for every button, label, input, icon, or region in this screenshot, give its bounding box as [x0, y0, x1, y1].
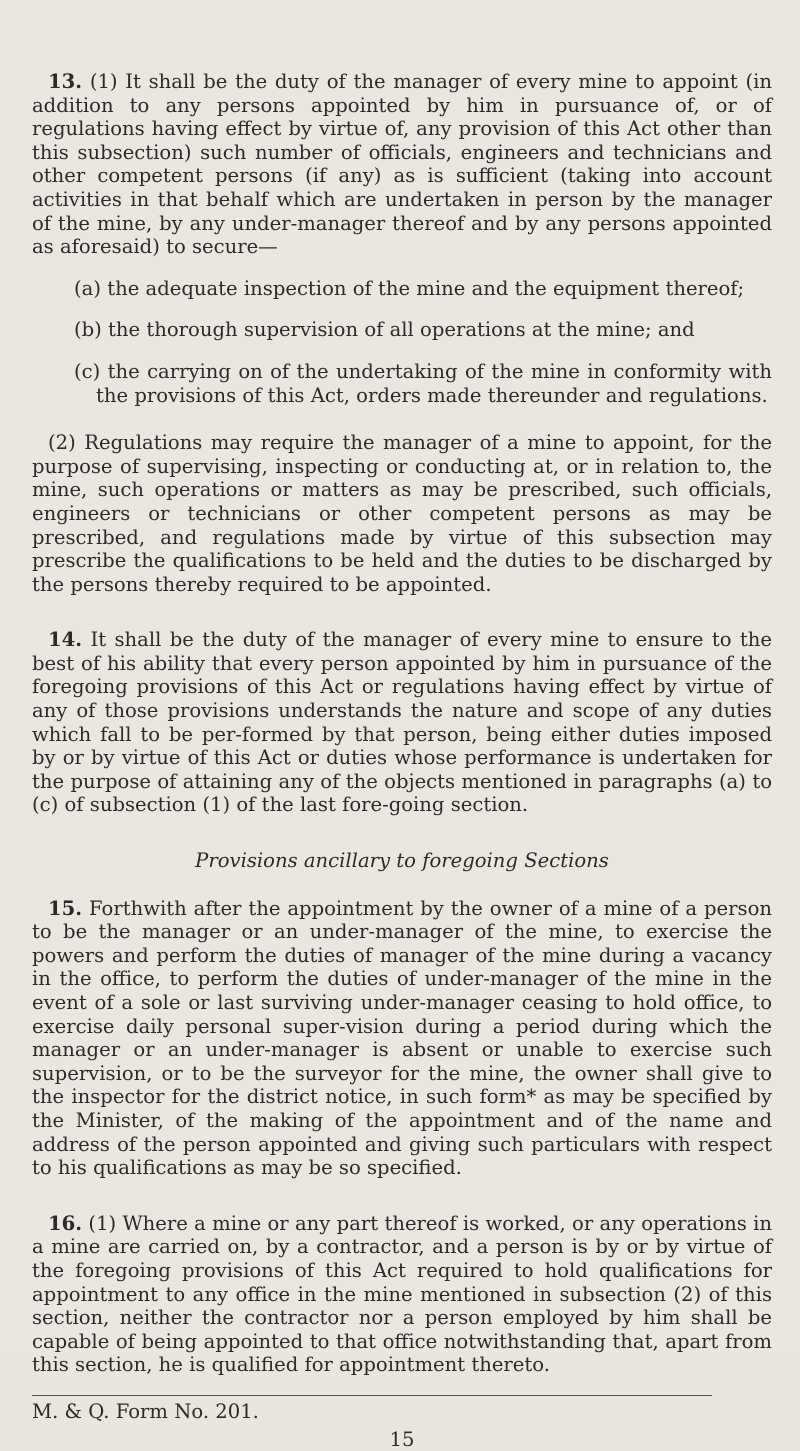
section-14-number: 14. — [48, 628, 82, 651]
section-14 — [32, 628, 772, 817]
section-13-para-1 — [32, 70, 772, 259]
section-15 — [32, 897, 772, 1180]
section-13-item-c: (c) the carrying on of the undertaking of the mine in conformity with the provisions of this Act, orders made thereunder and regulations. — [32, 360, 772, 407]
section-15-text: Forthwith after the appointment by the owner of a mine of a person to be the manager or an under-manager of the mine, to exercise the powers and perform the duties of manager of the mine during a vacancy in the office, to perform the duties of under-manager of the mine in the event of a sole or last surviving under-manager ceasing to hold office, to exercise daily personal super-vision during a period during which the manager or an under-manager is absent or unable to exercise such supervision, or to be the surveyor for the mine, the owner shall give to the inspector for the district notice, in such form* as may be specified by the Minister, of the making of the appointment and of the name and address of the person appointed and giving such particulars with respect to his qualifications as may be so specified. — [32, 897, 772, 1180]
page-number: 15 — [32, 1428, 772, 1451]
section-14-text: It shall be the duty of the manager of every mine to ensure to the best of his ability that every person appointed by him in pursuance of the foregoing provisions of this Act or regulations having effect by virtue of any of those provisions understands the nature and scope of any duties which fall to be per-formed by that person, being either duties imposed by or by virtue of this Act or duties whose performance is undertaken for the purpose of attaining any of the objects mentioned in paragraphs (a) to (c) of subsection (1) of the last fore-going section. — [32, 628, 772, 816]
section-15-number: 15. — [48, 897, 82, 920]
section-13-para-2: (2) Regulations may require the manager of a mine to appoint, for the purpose of supervising, inspecting or conducting at, or in relation to, the mine, such operations or matters as may be prescribed, such officials, engineers or technicians or other competent persons as may be prescribed, and regulations made by virtue of this subsection may prescribe the qualifications to be held and the duties to be discharged by the persons thereby required to be appointed. — [32, 431, 772, 596]
footnote-divider — [32, 1395, 712, 1396]
section-16-text: (1) Where a mine or any part thereof is worked, or any operations in a mine are carried on, by a contractor, and a person is by or by virtue of the foregoing provisions of this Act required to hold qualifications for appointment to any office in the mine mentioned in subsection (2) of this section, neither the contractor nor a person employed by him shall be capable of being appointed to that office notwithstanding that, apart from this section, he is qualified for appointment thereto. — [32, 1212, 772, 1377]
section-13-number: 13. — [48, 70, 82, 93]
section-13-item-b: (b) the thorough supervision of all operations at the mine; and — [32, 318, 772, 342]
section-heading: Provisions ancillary to foregoing Sections — [32, 849, 772, 873]
footnote: M. & Q. Form No. 201. — [32, 1400, 772, 1424]
section-16 — [32, 1212, 772, 1377]
section-16-number: 16. — [48, 1212, 82, 1235]
section-13-text-1: (1) It shall be the duty of the manager of every mine to appoint (in addition to any persons appointed by him in pursuance of, or of regulations having effect by virtue of, any provision of this Act other than this subsection) such number of officials, engineers and technicians and other competent persons (if any) as is sufficient (taking into account activities in that behalf which are undertaken in person by the manager of the mine, by any under-manager thereof and by any persons appointed as aforesaid) to secure— — [32, 70, 772, 258]
section-13-item-a: (a) the adequate inspection of the mine and the equipment thereof; — [32, 277, 772, 301]
